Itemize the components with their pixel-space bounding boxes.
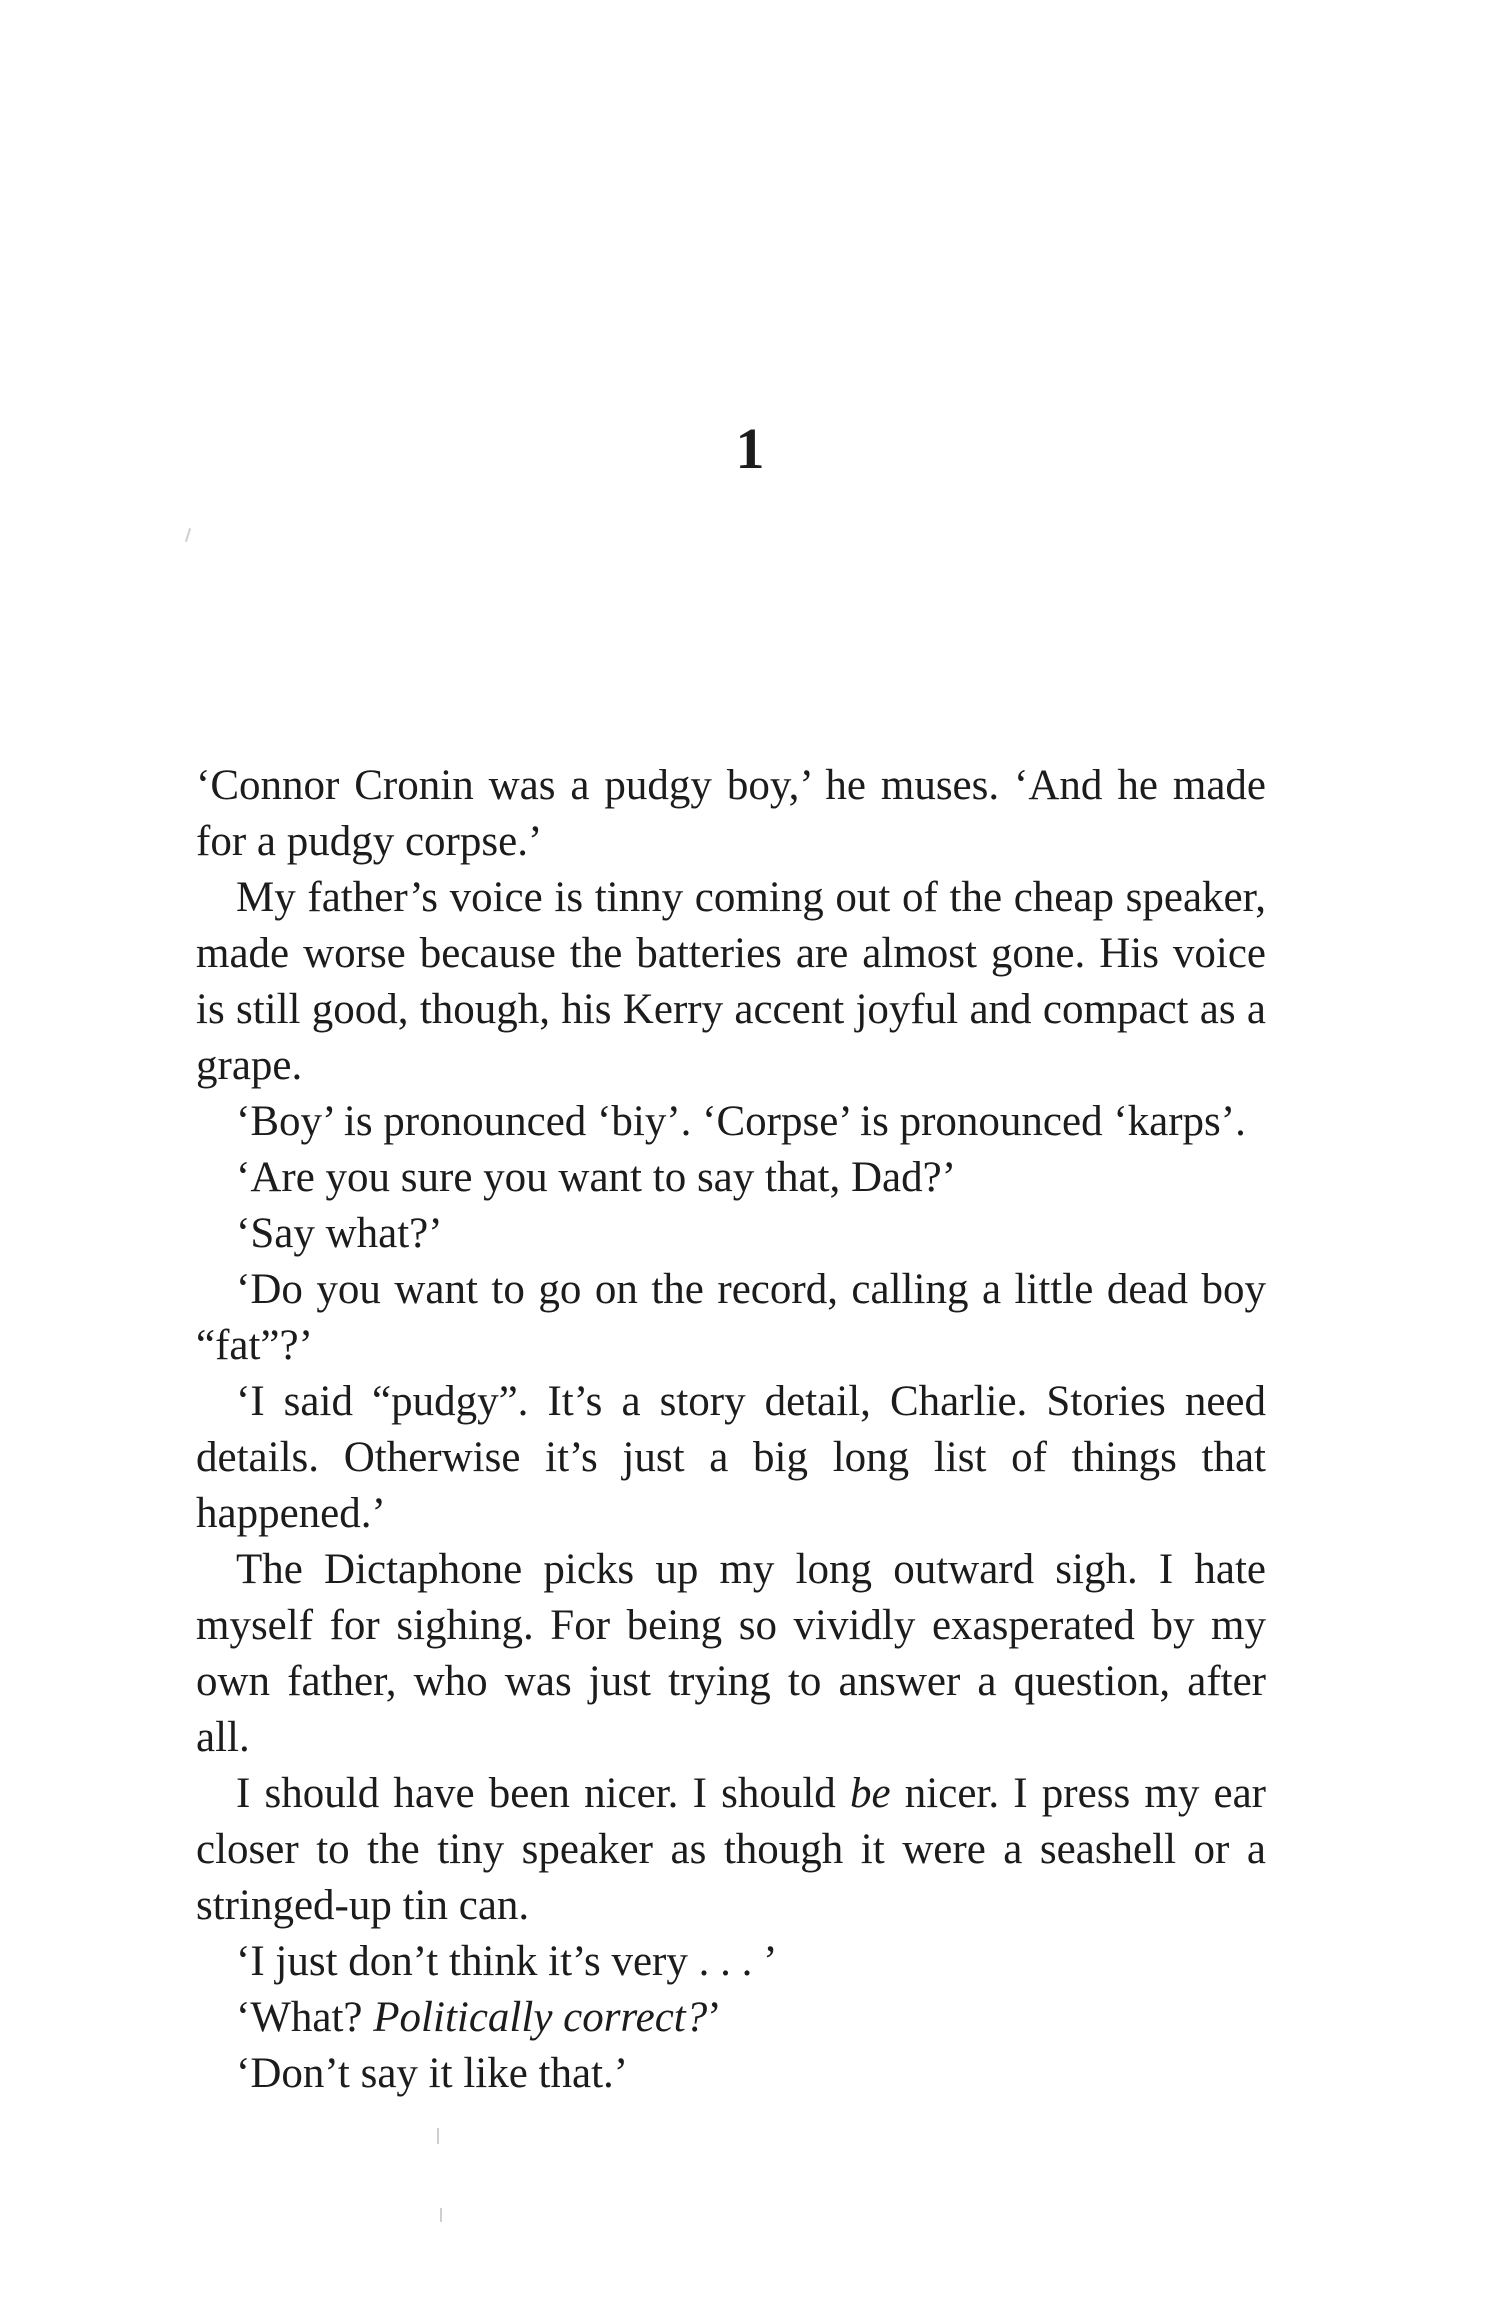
paragraph: ‘Do you want to go on the record, calling a little dead boy “fat”?’ <box>196 1266 1266 1369</box>
scan-speck <box>440 2208 442 2222</box>
scan-speck <box>437 2128 439 2144</box>
paragraph <box>196 1990 1266 2046</box>
italic-text: be <box>850 1770 891 1817</box>
chapter-number: 1 <box>735 416 765 481</box>
scan-speck <box>185 528 191 542</box>
text-run: ‘What? <box>236 1994 374 2041</box>
paragraph: ‘Boy’ is pronounced ‘biy’. ‘Corpse’ is pronounced ‘karps’. <box>236 1098 1246 1145</box>
paragraph: My father’s voice is tinny coming out of the cheap speaker, made worse because the batteries are almost gone. His voice is still good, though, his Kerry accent joyful and compact as a grape. <box>196 874 1266 1089</box>
text-run: nicer. I press my ear closer to the tiny speaker as though it were a seashell or a stringed-up tin can. <box>196 1770 1266 1929</box>
text-run: ’ <box>707 1994 722 2041</box>
paragraph <box>196 1766 1266 1934</box>
paragraph: ‘I said “pudgy”. It’s a story detail, Charlie. Stories need details. Otherwise it’s just a big long list of things that happened.’ <box>196 1378 1266 1537</box>
paragraph: ‘Connor Cronin was a pudgy boy,’ he muses. ‘And he made for a pudgy corpse.’ <box>196 762 1266 865</box>
italic-text: Politically correct? <box>373 1994 708 2041</box>
body-text <box>196 758 1266 2102</box>
paragraph: ‘Don’t say it like that.’ <box>236 2050 629 2097</box>
paragraph: ‘Say what?’ <box>236 1210 443 1257</box>
text-run: I should have been nicer. I should <box>236 1770 850 1817</box>
paragraph: ‘I just don’t think it’s very . . . ’ <box>236 1938 778 1985</box>
paragraph: The Dictaphone picks up my long outward sigh. I hate myself for sighing. For being so vividly exasperated by my own father, who was just trying to answer a question, after all. <box>196 1546 1266 1761</box>
paragraph: ‘Are you sure you want to say that, Dad?’ <box>236 1154 957 1201</box>
